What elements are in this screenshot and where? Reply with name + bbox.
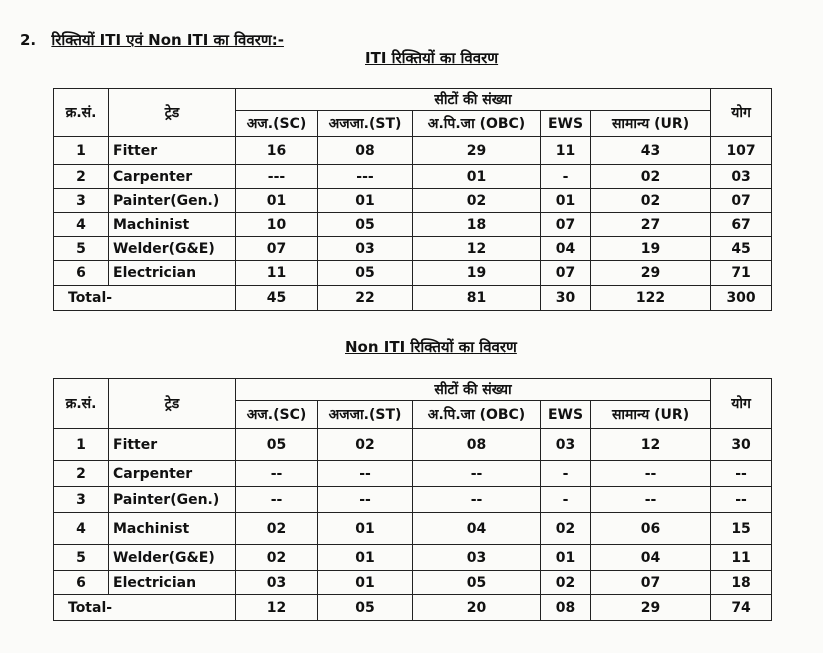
cell-sc: 11: [236, 261, 318, 286]
cell-ews: 02: [541, 571, 591, 595]
cell-ur: 29: [591, 261, 711, 286]
cell-st: 08: [318, 137, 413, 165]
table-row: [54, 237, 772, 261]
cell-trade: Fitter: [109, 137, 236, 165]
non-iti-table-header: [54, 379, 772, 429]
cell-st: 01: [318, 571, 413, 595]
total-st: 05: [318, 595, 413, 621]
total-ews: 30: [541, 286, 591, 311]
cell-ews: -: [541, 461, 591, 487]
cell-ur: 27: [591, 213, 711, 237]
cell-obc: 02: [413, 189, 541, 213]
cell-trade: Fitter: [109, 429, 236, 461]
totals-label: Total-: [54, 286, 236, 311]
total-obc: 20: [413, 595, 541, 621]
cell-sno: 5: [54, 237, 109, 261]
iti-table-title: ITI रिक्तियों का विवरण: [365, 49, 499, 67]
cell-ews: 04: [541, 237, 591, 261]
cell-sno: 3: [54, 487, 109, 513]
cell-total: --: [711, 487, 772, 513]
cell-sno: 6: [54, 571, 109, 595]
cell-sc: ---: [236, 165, 318, 189]
cell-st: --: [318, 487, 413, 513]
header-seats: सीटों की संख्या: [236, 379, 711, 401]
table-row: [54, 165, 772, 189]
cell-ews: 07: [541, 261, 591, 286]
header-seats: सीटों की संख्या: [236, 89, 711, 111]
cell-ews: 02: [541, 513, 591, 545]
cell-obc: --: [413, 487, 541, 513]
header-total: योग: [711, 379, 772, 429]
cell-sc: --: [236, 487, 318, 513]
total-obc: 81: [413, 286, 541, 311]
total-total: 300: [711, 286, 772, 311]
total-ews: 08: [541, 595, 591, 621]
cell-st: --: [318, 461, 413, 487]
cell-sno: 5: [54, 545, 109, 571]
cell-sc: 01: [236, 189, 318, 213]
header-sc: अज.(SC): [236, 401, 318, 429]
cell-ur: --: [591, 461, 711, 487]
cell-trade: Painter(Gen.): [109, 189, 236, 213]
cell-st: 05: [318, 213, 413, 237]
non-iti-table-body: [54, 429, 772, 621]
total-ur: 122: [591, 286, 711, 311]
table-row: [54, 213, 772, 237]
cell-sno: 4: [54, 513, 109, 545]
header-ews: EWS: [541, 111, 591, 137]
cell-total: 11: [711, 545, 772, 571]
cell-ur: 02: [591, 189, 711, 213]
total-st: 22: [318, 286, 413, 311]
cell-trade: Machinist: [109, 513, 236, 545]
table-row: [54, 189, 772, 213]
cell-trade: Carpenter: [109, 165, 236, 189]
cell-obc: 08: [413, 429, 541, 461]
cell-ur: 43: [591, 137, 711, 165]
cell-total: 71: [711, 261, 772, 286]
cell-st: 01: [318, 513, 413, 545]
table-row: [54, 513, 772, 545]
cell-total: 15: [711, 513, 772, 545]
cell-trade: Welder(G&E): [109, 545, 236, 571]
table-row: [54, 429, 772, 461]
cell-total: 18: [711, 571, 772, 595]
section-number: 2.: [20, 31, 37, 49]
section-title: रिक्तियों ITI एवं Non ITI का विवरण:-: [51, 31, 284, 49]
cell-ur: 02: [591, 165, 711, 189]
cell-ews: -: [541, 165, 591, 189]
cell-st: 03: [318, 237, 413, 261]
cell-trade: Electrician: [109, 261, 236, 286]
iti-table-body: [54, 137, 772, 311]
cell-obc: 12: [413, 237, 541, 261]
cell-sno: 2: [54, 461, 109, 487]
cell-total: 67: [711, 213, 772, 237]
non-iti-table-title: Non ITI रिक्तियों का विवरण: [345, 338, 517, 356]
cell-trade: Carpenter: [109, 461, 236, 487]
cell-total: 45: [711, 237, 772, 261]
cell-ur: 12: [591, 429, 711, 461]
cell-st: ---: [318, 165, 413, 189]
cell-sc: 05: [236, 429, 318, 461]
cell-ews: 03: [541, 429, 591, 461]
cell-st: 01: [318, 189, 413, 213]
cell-ur: 06: [591, 513, 711, 545]
cell-sno: 3: [54, 189, 109, 213]
cell-sc: 02: [236, 545, 318, 571]
header-ur: सामान्य (UR): [591, 401, 711, 429]
cell-ews: -: [541, 487, 591, 513]
section-heading: [20, 30, 284, 50]
cell-obc: 05: [413, 571, 541, 595]
cell-sc: 07: [236, 237, 318, 261]
cell-sc: 10: [236, 213, 318, 237]
total-total: 74: [711, 595, 772, 621]
cell-trade: Painter(Gen.): [109, 487, 236, 513]
cell-obc: --: [413, 461, 541, 487]
cell-total: 07: [711, 189, 772, 213]
iti-vacancy-table: [53, 88, 772, 311]
totals-row: [54, 286, 772, 311]
cell-ews: 11: [541, 137, 591, 165]
header-trade: ट्रेड: [109, 89, 236, 137]
total-ur: 29: [591, 595, 711, 621]
header-obc: अ.पि.जा (OBC): [413, 111, 541, 137]
cell-obc: 29: [413, 137, 541, 165]
header-obc: अ.पि.जा (OBC): [413, 401, 541, 429]
cell-trade: Welder(G&E): [109, 237, 236, 261]
table-row: [54, 545, 772, 571]
cell-ur: 07: [591, 571, 711, 595]
total-sc: 45: [236, 286, 318, 311]
table-row: [54, 571, 772, 595]
cell-obc: 01: [413, 165, 541, 189]
cell-total: 107: [711, 137, 772, 165]
cell-st: 02: [318, 429, 413, 461]
header-ur: सामान्य (UR): [591, 111, 711, 137]
header-trade: ट्रेड: [109, 379, 236, 429]
cell-obc: 19: [413, 261, 541, 286]
cell-ews: 01: [541, 545, 591, 571]
table-row: [54, 487, 772, 513]
cell-total: 03: [711, 165, 772, 189]
header-sc: अज.(SC): [236, 111, 318, 137]
iti-table-header: [54, 89, 772, 137]
cell-sc: --: [236, 461, 318, 487]
table-row: [54, 137, 772, 165]
cell-trade: Electrician: [109, 571, 236, 595]
cell-sno: 1: [54, 429, 109, 461]
cell-sno: 2: [54, 165, 109, 189]
totals-row: [54, 595, 772, 621]
table-row: [54, 461, 772, 487]
cell-ews: 01: [541, 189, 591, 213]
cell-ews: 07: [541, 213, 591, 237]
cell-trade: Machinist: [109, 213, 236, 237]
cell-total: --: [711, 461, 772, 487]
header-total: योग: [711, 89, 772, 137]
cell-obc: 03: [413, 545, 541, 571]
non-iti-vacancy-table: [53, 378, 772, 621]
cell-st: 01: [318, 545, 413, 571]
totals-label: Total-: [54, 595, 236, 621]
cell-obc: 18: [413, 213, 541, 237]
cell-sc: 02: [236, 513, 318, 545]
total-sc: 12: [236, 595, 318, 621]
cell-ur: --: [591, 487, 711, 513]
cell-sno: 4: [54, 213, 109, 237]
table-row: [54, 261, 772, 286]
cell-sno: 1: [54, 137, 109, 165]
header-ews: EWS: [541, 401, 591, 429]
header-st: अजजा.(ST): [318, 401, 413, 429]
cell-ur: 04: [591, 545, 711, 571]
header-st: अजजा.(ST): [318, 111, 413, 137]
cell-sno: 6: [54, 261, 109, 286]
cell-ur: 19: [591, 237, 711, 261]
cell-obc: 04: [413, 513, 541, 545]
cell-total: 30: [711, 429, 772, 461]
cell-sc: 03: [236, 571, 318, 595]
header-sno: क्र.सं.: [54, 379, 109, 429]
cell-sc: 16: [236, 137, 318, 165]
cell-st: 05: [318, 261, 413, 286]
header-sno: क्र.सं.: [54, 89, 109, 137]
